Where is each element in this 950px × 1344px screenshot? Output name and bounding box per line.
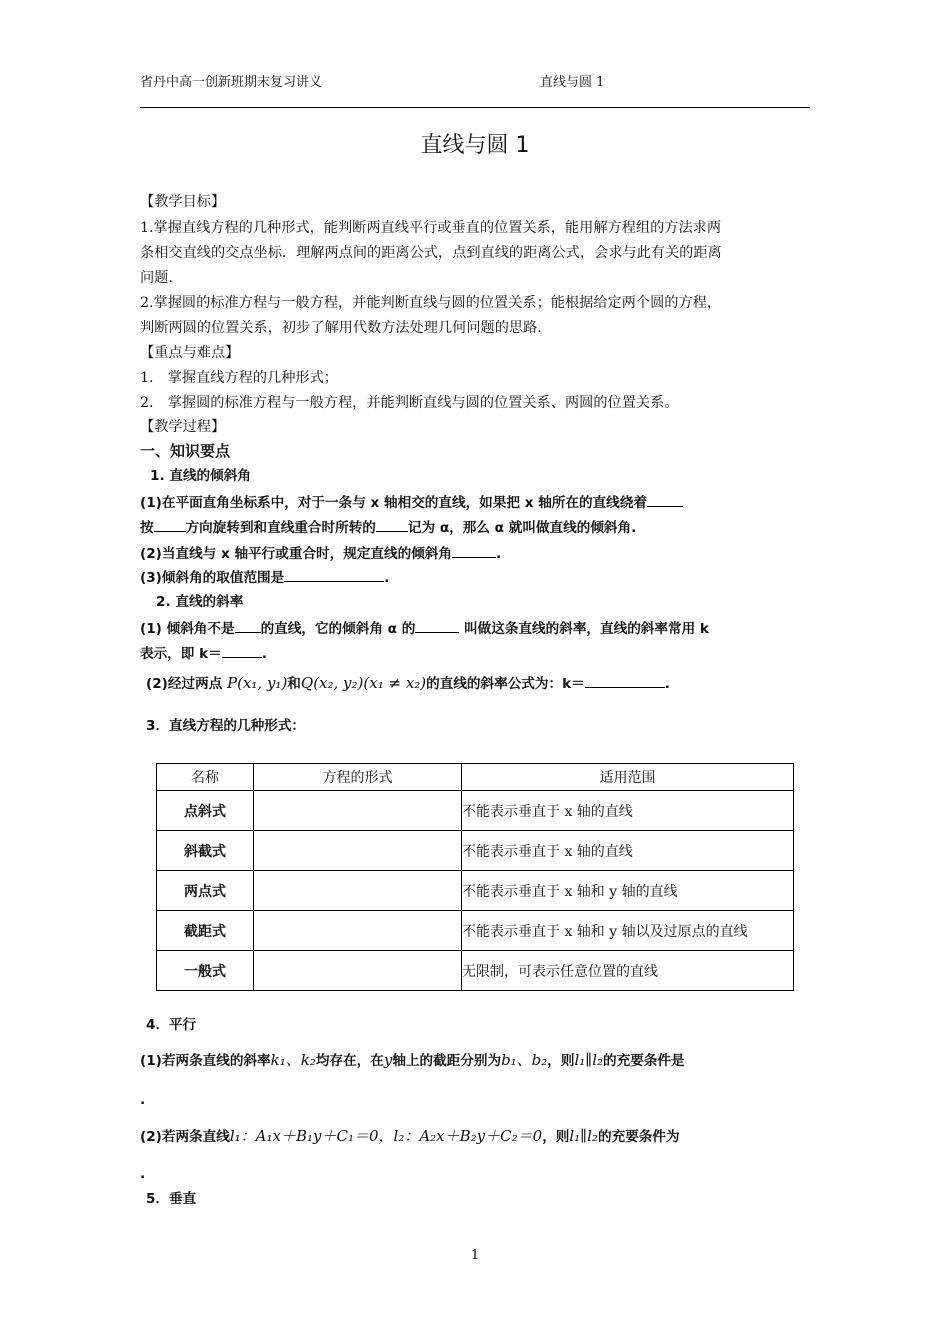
table-row [157,951,794,991]
point-p-formula: P(x₁, y₁) [227,674,288,692]
s2-line3 [146,673,670,694]
s4-line2-c: 的充要条件为 [597,1129,680,1145]
line-forms-table [156,763,794,991]
blank-slope-formula[interactable] [585,673,665,688]
row-name: 两点式 [157,871,254,911]
parallel-l1-l2: l₁∥l₂ [574,1051,604,1069]
s1-line1 [140,492,683,513]
s2-title: 2. 直线的斜率 [156,594,244,610]
s2-line1-a: (1) 倾斜角不是 [140,621,235,637]
row-form-input[interactable] [254,951,462,991]
s2-line3-and: 和 [287,676,301,692]
point-q-formula: Q(x₂, y₂)(x₁ ≠ x₂) [300,674,427,692]
parallel-l1-l2-general: l₁∥l₂ [569,1127,598,1145]
s1-title: 1. 直线的倾斜角 [150,468,251,484]
keypoints-item-1: 1. 掌握直线方程的几种形式； [140,370,338,386]
s4-line1-b: 均存在，在 [315,1053,384,1069]
s1-line4-a: (3)倾斜角的取值范围是 [140,570,285,586]
blank-slope-definition[interactable] [222,643,262,658]
row-range: 无限制，可表示任意位置的直线 [462,951,794,991]
s1-line2-c: 记为 α，那么 α 就叫做直线的倾斜角. [407,520,637,536]
s4-line1-c: 轴上的截距分别为 [392,1053,502,1069]
blank-excluded-angle[interactable] [235,618,261,633]
s4-title: 4．平行 [146,1017,197,1033]
s4-line2-end[interactable]: . [140,1166,146,1182]
table-header-form: 方程的形式 [254,764,462,791]
row-form-input[interactable] [254,871,462,911]
keypoints-heading: 【重点与难点】 [140,345,240,361]
table-header-name: 名称 [157,764,254,791]
row-name: 一般式 [157,951,254,991]
s2-line2-a: 表示，即 k＝ [140,646,222,662]
s4-line2-b: ，则 [542,1129,570,1145]
slopes-k1-k2: k₁、k₂ [270,1051,316,1069]
intercepts-b1-b2: b₁、b₂ [501,1051,548,1069]
s1-line3-a: (2)当直线与 x 轴平行或重合时，规定直线的倾斜角 [140,546,452,562]
s1-line2 [140,517,636,538]
s1-line4-b: . [384,570,390,586]
row-form-input[interactable] [254,831,462,871]
table-row [157,791,794,831]
s4-line1-end[interactable]: . [140,1092,146,1108]
objectives-p2-line1: 2.掌握圆的标准方程与一般方程，并能判断直线与圆的位置关系；能根据给定两个圆的方程， [140,295,722,311]
blank-trig-function[interactable] [415,618,459,633]
s2-line2 [140,643,267,664]
objectives-heading: 【教学目标】 [140,194,226,210]
s2-line3-a: (2)经过两点 [146,676,223,692]
general-equations-l1-l2: l₁：A₁x＋B₁y＋C₁＝0，l₂：A₂x＋B₂y＋C₂＝0 [229,1127,543,1145]
row-range: 不能表示垂直于 x 轴的直线 [462,831,794,871]
s2-line1-c: 叫做这条直线的斜率，直线的斜率常用 k [459,621,709,637]
s1-line1-text: (1)在平面直角坐标系中，对于一条与 x 轴相交的直线，如果把 x 轴所在的直线绕着 [140,495,647,511]
blank-min-angle[interactable] [376,517,408,532]
s4-line2 [140,1126,680,1147]
process-heading: 【教学过程】 [140,419,226,435]
blank-zero-angle[interactable] [452,543,496,558]
s2-line1 [140,618,709,639]
page-number: 1 [470,1248,480,1263]
table-row [157,871,794,911]
row-name: 截距式 [157,911,254,951]
row-name: 点斜式 [157,791,254,831]
s4-line1-d: ，则 [547,1053,575,1069]
table-header-row [157,764,794,791]
s1-line2-b: 方向旋转到和直线重合时所转的 [185,520,376,536]
table-row [157,911,794,951]
objectives-p1-line3: 问题. [140,270,173,286]
s1-line3-b: . [496,546,502,562]
row-range: 不能表示垂直于 x 轴和 y 轴以及过原点的直线 [462,911,794,951]
row-name: 斜截式 [157,831,254,871]
s1-line3 [140,543,501,564]
s2-line3-c: . [664,676,670,692]
s3-title: 3．直线方程的几种形式： [146,718,305,734]
row-form-input[interactable] [254,791,462,831]
row-range: 不能表示垂直于 x 轴的直线 [462,791,794,831]
section-1-heading: 一、知识要点 [140,442,231,460]
s2-line3-b: 的直线的斜率公式为：k＝ [426,676,585,692]
page-title: 直线与圆 1 [420,133,530,158]
objectives-p1-line2: 条相交直线的交点坐标．理解两点间的距离公式，点到直线的距离公式，会求与此有关的距离 [140,245,722,261]
s1-line4 [140,567,389,588]
s4-line1-e: 的充要条件是 [603,1053,685,1069]
s4-line1-a: (1)若两条直线的斜率 [140,1053,271,1069]
row-range: 不能表示垂直于 x 轴和 y 轴的直线 [462,871,794,911]
header-left: 省丹中高一创新班期末复习讲义 [140,75,323,90]
blank-angle-range[interactable] [284,567,384,582]
objectives-p2-line2: 判断两圆的位置关系，初步了解用代数方法处理几何问题的思路. [140,320,542,336]
y-axis-symbol: y [383,1051,393,1069]
s1-line2-a: 按 [140,520,154,536]
objectives-p1-line1: 1.掌握直线方程的几种形式，能判断两直线平行或垂直的位置关系，能用解方程组的方法求两 [140,220,722,236]
header-rule [140,107,810,108]
row-form-input[interactable] [254,911,462,951]
table-header-range: 适用范围 [462,764,794,791]
s5-title: 5．垂直 [146,1191,197,1207]
table-row [157,831,794,871]
blank-direction-start[interactable] [647,492,683,507]
s4-line1 [140,1050,685,1071]
header-right: 直线与圆 1 [540,75,605,90]
s2-line2-b: . [261,646,267,662]
blank-rotation-direction[interactable] [154,517,186,532]
keypoints-item-2: 2. 掌握圆的标准方程与一般方程，并能判断直线与圆的位置关系、两圆的位置关系。 [140,395,679,411]
s2-line1-b: 的直线，它的倾斜角 α 的 [260,621,416,637]
s4-line2-a: (2)若两条直线 [140,1129,230,1145]
